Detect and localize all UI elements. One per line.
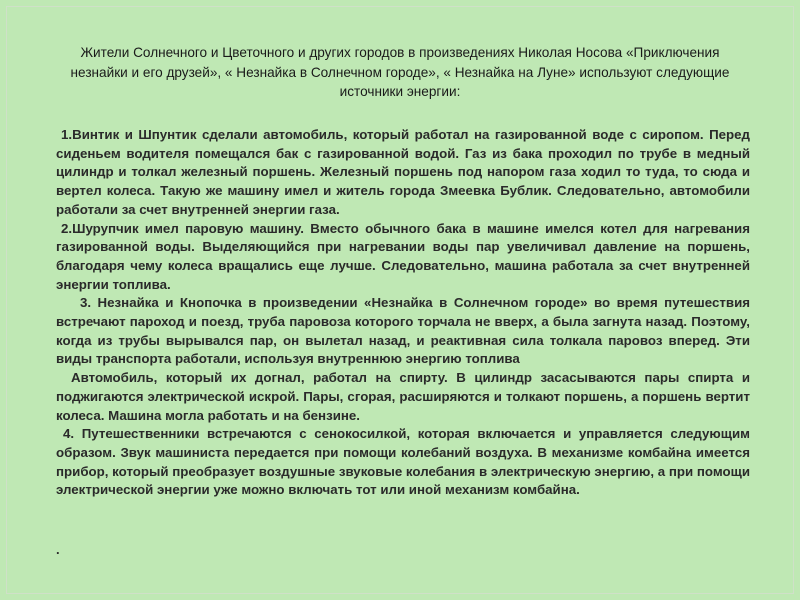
paragraph-2: 2.Шурупчик имел паровую машину. Вместо обычного бака в машине имелся котел для нагревания газированной воды. Выделяющийся при нагревании воды пар увеличивал давление на поршень, благодаря чему колеса вращались еще лучше. Следовательно, машина работала за счет внутренней энергии топлива. <box>56 220 750 292</box>
slide-title: Жители Солнечного и Цветочного и других городов в произведениях Николая Носова «Приключения незнайки и его друзей», « Незнайка в Солнечном городе», « Незнайка на Луне» используют следующие источники энергии: <box>70 45 730 99</box>
paragraph-1: 1.Винтик и Шпунтик сделали автомобиль, который работал на газированной воде с сиропом. Перед сиденьем водителя помещался бак с газированной водой. Газ из бака проходил по трубе в медный цилиндр и толкал железный поршень. Железный поршень под напором газа ходил то туда, то сюда и вертел колеса. Такую же машину имел и житель города Змеевка Бублик. Следовательно, автомобили работали за счет внутренней энергии газа. <box>56 127 750 217</box>
paragraph-5: 4. Путешественники встречаются с сенокосилкой, которая включается и управляется следующим образом. Звук машиниста передается при помощи колебаний воздуха. В механизме комбайна имеется прибор, который преобразует воздушные звуковые колебания в электрическую энергию, а при помощи электрической энергии уже можно включать тот или иной механизм комбайна. <box>56 426 751 498</box>
paragraph-3: 3. Незнайка и Кнопочка в произведении «Незнайка в Солнечном городе» во время путешествия встречают пароход и поезд, труба паровоза которого торчала не вверх, а была загнута назад. Поэтому, когда из трубы вырывался пар, он вылетал назад, и реактивная сила толкала паровоз вперед. Эти виды транспорта работали, используя внутреннюю энергию топлива <box>56 295 750 367</box>
slide-body <box>56 126 750 500</box>
paragraph-4: Автомобиль, который их догнал, работал на спирту. В цилиндр засасываются пары спирта и поджигаются электрической искрой. Пары, сгорая, расширяются и толкают поршень, а поршень вертит колеса. Машина могла работать и на бензине. <box>56 370 750 423</box>
trailing-mark: . <box>56 542 60 557</box>
